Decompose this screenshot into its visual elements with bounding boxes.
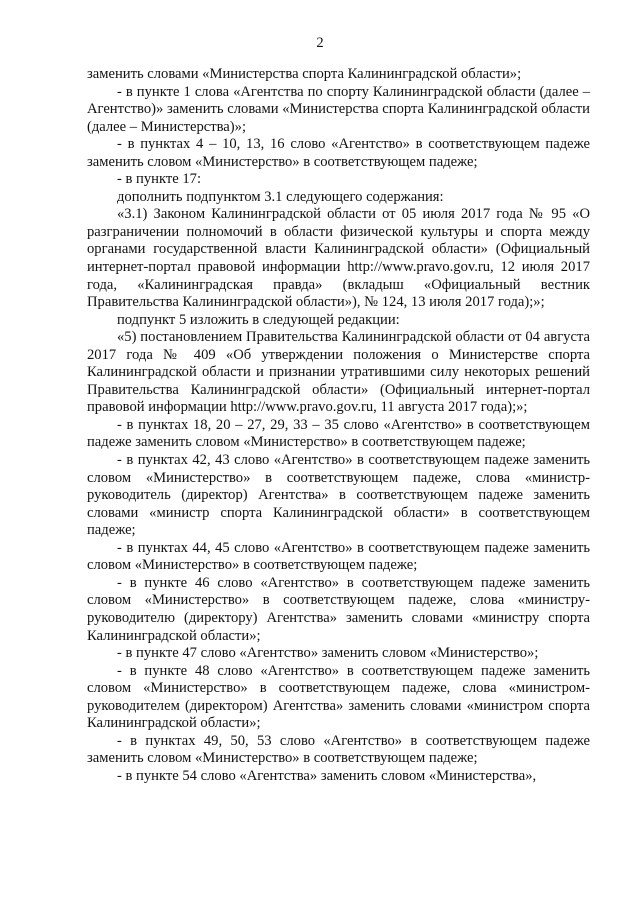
paragraph: - в пунктах 49, 50, 53 слово «Агентство» в соответствующем падеже заменить словом «Министерство» в соответствующем падеже; <box>87 732 590 767</box>
paragraph: «3.1) Законом Калининградской области от 05 июля 2017 года № 95 «О разграничении полномочий в области физической культуры и спорта между органами государственной власти Калининградской области» (Официальный интернет-портал правовой информации http://www.pravo.gov.ru, 12 июля 2017 года, «Калининградская правда» (вкладыш «Официальный вестник Правительства Калининградской области»), № 124, 13 июля 2017 года);»; <box>87 206 590 311</box>
paragraph: - в пункте 54 слово «Агентства» заменить словом «Министерства», <box>117 767 537 784</box>
paragraph: - в пункте 48 слово «Агентство» в соответствующем падеже заменить словом «Министерство» в соответствующем падеже, слова «министром-руководителем (директором) Агентства» заменить словами «министром спорта Калининградской области»; <box>87 662 590 732</box>
paragraph: - в пунктах 42, 43 слово «Агентство» в соответствующем падеже заменить словом «Министерство» в соответствующем падеже, слова «министр-руководитель (директор) Агентства» в соответствующем падеже заменить словами «министр спорта Калининградской области» в соответствующем падеже; <box>87 452 590 539</box>
paragraph: подпункт 5 изложить в следующей редакции: <box>117 311 400 328</box>
paragraph: - в пунктах 18, 20 – 27, 29, 33 – 35 слово «Агентство» в соответствующем падеже заменить словом «Министерство» в соответствующем падеже; <box>87 416 590 451</box>
paragraph: - в пунктах 4 – 10, 13, 16 слово «Агентство» в соответствующем падеже заменить словом «Министерство» в соответствующем падеже; <box>87 136 590 170</box>
paragraph: «5) постановлением Правительства Калининградской области от 04 августа 2017 года № 409 «Об утверждении положения о Министерстве спорта Калининградской области и признании утратившими силу некоторых решений Правительства Калининградской области» (Официальный интернет-портал правовой информации http://www.pravo.gov.ru, 11 августа 2017 года);»; <box>87 329 590 416</box>
document-body <box>87 66 590 785</box>
paragraph: - в пункте 17: <box>117 171 202 188</box>
paragraph: заменить словами «Министерства спорта Калининградской области»; <box>87 66 522 82</box>
paragraph: - в пункте 46 слово «Агентство» в соответствующем падеже заменить словом «Министерство» в соответствующем падеже, слова «министру-руководителю (директору) Агентства» заменить словами «министру спорта Калининградской области»; <box>87 574 590 644</box>
paragraph: дополнить подпунктом 3.1 следующего содержания: <box>117 188 444 205</box>
paragraph: - в пункте 47 слово «Агентство» заменить словом «Министерство»; <box>117 645 539 662</box>
paragraph: - в пункте 1 слова «Агентства по спорту Калининградской области (далее – Агентство)» заменить словами «Министерства спорта Калининградской области (далее – Министерства)»; <box>87 83 590 135</box>
paragraph: - в пунктах 44, 45 слово «Агентство» в соответствующем падеже заменить словом «Министерство» в соответствующем падеже; <box>87 539 590 574</box>
page-number: 2 <box>316 35 324 51</box>
